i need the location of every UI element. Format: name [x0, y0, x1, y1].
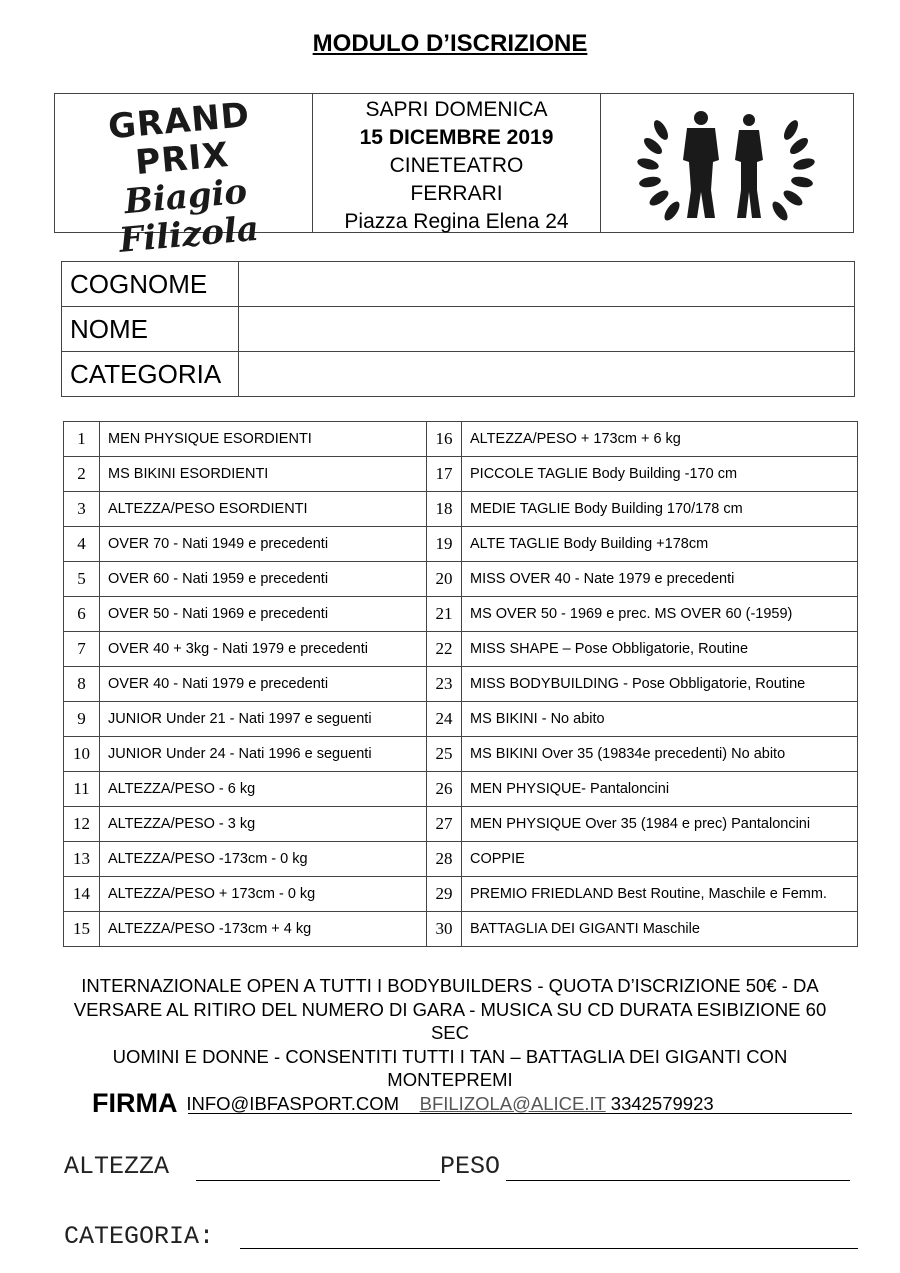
category-label: MS BIKINI - No abito [462, 702, 858, 737]
category-label: ALTEZZA/PESO -173cm - 0 kg [100, 842, 427, 877]
category-label: ALTEZZA/PESO - 6 kg [100, 772, 427, 807]
event-day: SAPRI DOMENICA [365, 98, 548, 121]
event-venue-name: FERRARI [410, 182, 503, 205]
category-label: PREMIO FRIEDLAND Best Routine, Maschile e Femm. [462, 877, 858, 912]
table-row [64, 457, 858, 492]
logo-line-3: Filizola [117, 208, 261, 261]
category-number: 12 [64, 807, 100, 842]
ibfa-logo-cell [601, 94, 853, 232]
table-row [64, 772, 858, 807]
category-number: 11 [64, 772, 100, 807]
grand-prix-logo-text [55, 92, 313, 265]
category-number: 20 [427, 562, 462, 597]
table-row [64, 737, 858, 772]
table-row [64, 877, 858, 912]
logo-letter-f: F [721, 167, 731, 183]
category-number: 4 [64, 527, 100, 562]
category-number: 7 [64, 632, 100, 667]
field-input-cognome[interactable] [239, 262, 855, 307]
category-label: OVER 70 - Nati 1949 e precedenti [100, 527, 427, 562]
categories-body [64, 422, 858, 947]
category-label: OVER 40 + 3kg - Nati 1979 e precedenti [100, 632, 427, 667]
category-number: 25 [427, 737, 462, 772]
category-label: JUNIOR Under 24 - Nati 1996 e seguenti [100, 737, 427, 772]
category-number: 24 [427, 702, 462, 737]
laurel-right-icon [770, 118, 816, 223]
category-label: MEN PHYSIQUE- Pantaloncini [462, 772, 858, 807]
category-number: 21 [427, 597, 462, 632]
grand-prix-logo [55, 94, 313, 261]
peso-label: PESO [440, 1152, 501, 1181]
category-number: 13 [64, 842, 100, 877]
category-label: ALTEZZA/PESO - 3 kg [100, 807, 427, 842]
category-label: ALTEZZA/PESO + 173cm + 6 kg [462, 422, 858, 457]
category-label: ALTE TAGLIE Body Building +178cm [462, 527, 858, 562]
table-row [64, 492, 858, 527]
category-label: MS BIKINI Over 35 (19834e precedenti) No abito [462, 737, 858, 772]
event-details [313, 94, 601, 232]
category-label: ALTEZZA/PESO -173cm + 4 kg [100, 912, 427, 947]
category-label: MS BIKINI ESORDIENTI [100, 457, 427, 492]
table-row [64, 422, 858, 457]
category-number: 9 [64, 702, 100, 737]
category-number: 29 [427, 877, 462, 912]
category-number: 17 [427, 457, 462, 492]
field-input-categoria[interactable] [239, 352, 855, 397]
category-label: BATTAGLIA DEI GIGANTI Maschile [462, 912, 858, 947]
category-number: 19 [427, 527, 462, 562]
peso-line[interactable] [506, 1180, 850, 1181]
category-number: 14 [64, 877, 100, 912]
categoria-label: CATEGORIA: [64, 1222, 215, 1251]
category-number: 10 [64, 737, 100, 772]
category-number: 22 [427, 632, 462, 667]
logo-letter-i: I [724, 131, 728, 147]
category-number: 5 [64, 562, 100, 597]
table-row [64, 527, 858, 562]
event-venue: CINETEATRO [389, 154, 524, 177]
category-label: OVER 60 - Nati 1959 e precedenti [100, 562, 427, 597]
categories-table [63, 421, 858, 947]
category-number: 27 [427, 807, 462, 842]
category-label: MEN PHYSIQUE Over 35 (1984 e prec) Pantaloncini [462, 807, 858, 842]
info-line-1: INTERNAZIONALE OPEN A TUTTI I BODYBUILDERS - QUOTA D’ISCRIZIONE 50€ - DA [81, 975, 819, 996]
category-number: 8 [64, 667, 100, 702]
category-number: 6 [64, 597, 100, 632]
field-row [62, 307, 855, 352]
category-label: OVER 40 - Nati 1979 e precedenti [100, 667, 427, 702]
table-row [64, 842, 858, 877]
category-number: 26 [427, 772, 462, 807]
category-label: MS OVER 50 - 1969 e prec. MS OVER 60 (-1959) [462, 597, 858, 632]
logo-letter-a: A [715, 186, 737, 219]
firma-label: FIRMA [92, 1088, 178, 1118]
table-row [64, 702, 858, 737]
category-label: MISS SHAPE – Pose Obbligatorie, Routine [462, 632, 858, 667]
table-row [64, 597, 858, 632]
firma-line[interactable] [188, 1113, 852, 1114]
category-number: 1 [64, 422, 100, 457]
category-label: MISS BODYBUILDING - Pose Obbligatorie, Routine [462, 667, 858, 702]
altezza-line[interactable] [196, 1180, 440, 1181]
category-label: ALTEZZA/PESO + 173cm - 0 kg [100, 877, 427, 912]
category-number: 2 [64, 457, 100, 492]
category-label: MEN PHYSIQUE ESORDIENTI [100, 422, 427, 457]
category-number: 28 [427, 842, 462, 877]
category-number: 3 [64, 492, 100, 527]
table-row [64, 912, 858, 947]
event-date: 15 DICEMBRE 2019 [359, 126, 554, 149]
category-number: 18 [427, 492, 462, 527]
email-info: INFO@IBFASPORT.COM [186, 1092, 400, 1114]
category-number: 30 [427, 912, 462, 947]
field-input-nome[interactable] [239, 307, 855, 352]
category-label: PICCOLE TAGLIE Body Building -170 cm [462, 457, 858, 492]
field-label-nome: NOME [62, 307, 239, 352]
category-number: 23 [427, 667, 462, 702]
category-label: MEDIE TAGLIE Body Building 170/178 cm [462, 492, 858, 527]
logo-line-2: Biagio [122, 171, 249, 223]
phone-number: 3342579923 [610, 1092, 714, 1114]
category-number: 15 [64, 912, 100, 947]
event-address: Piazza Regina Elena 24 [344, 210, 569, 233]
field-label-cognome: COGNOME [62, 262, 239, 307]
category-label: ALTEZZA/PESO ESORDIENTI [100, 492, 427, 527]
info-line-2: VERSARE AL RITIRO DEL NUMERO DI GARA - MUSICA SU CD DURATA ESIBIZIONE 60 SEC [73, 998, 827, 1043]
form-title: MODULO D’ISCRIZIONE [312, 30, 588, 57]
altezza-label: ALTEZZA [64, 1152, 170, 1181]
table-row [64, 562, 858, 597]
logo-letter-b: B [720, 149, 732, 165]
field-row [62, 352, 855, 397]
laurel-left-icon [636, 118, 682, 223]
ibfa-laurel-logo [631, 100, 821, 226]
category-label: MISS OVER 40 - Nate 1979 e precedenti [462, 562, 858, 597]
field-row [62, 262, 855, 307]
category-label: COPPIE [462, 842, 858, 877]
event-header [54, 93, 854, 261]
category-label: OVER 50 - Nati 1969 e precedenti [100, 597, 427, 632]
table-row [64, 667, 858, 702]
field-label-categoria: CATEGORIA [62, 352, 239, 397]
logo-line-1: GRAND PRIX [106, 95, 252, 184]
categoria-line[interactable] [240, 1248, 858, 1249]
info-line-3: UOMINI E DONNE - CONSENTITI TUTTI I TAN – BATTAGLIA DEI GIGANTI CON MONTEPREMI [112, 1045, 788, 1090]
category-label: JUNIOR Under 21 - Nati 1997 e seguenti [100, 702, 427, 737]
personal-data-fields [61, 261, 855, 397]
table-row [64, 632, 858, 667]
email-link[interactable]: BFILIZOLA@ALICE.IT [419, 1092, 606, 1114]
category-number: 16 [427, 422, 462, 457]
table-row [64, 807, 858, 842]
